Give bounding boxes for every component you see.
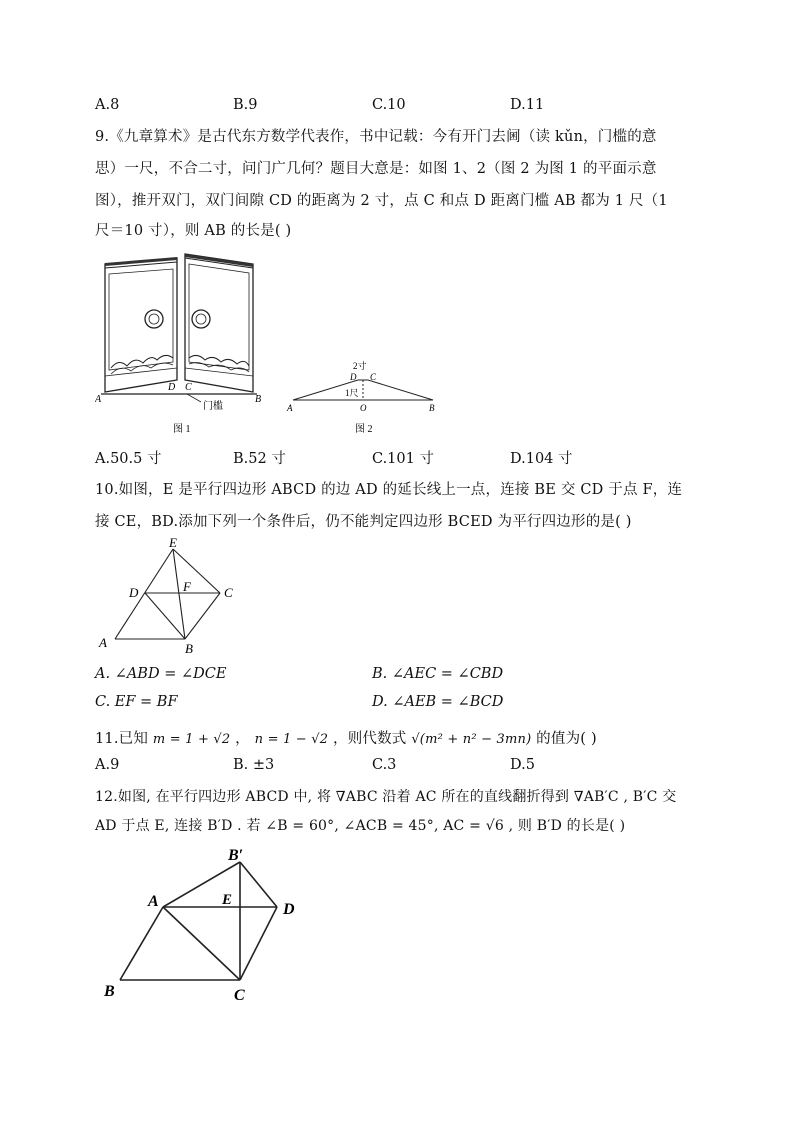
q8-option-a[interactable]: A.8: [95, 97, 120, 113]
q8-option-c[interactable]: C.10: [372, 97, 406, 113]
threshold-pointer: [187, 394, 201, 402]
fig2-label-o: O: [360, 403, 367, 413]
q11-stem-c: 的值为( ): [536, 731, 597, 747]
segment-ae: [115, 549, 173, 639]
segment-ab: [120, 907, 163, 980]
q12-stem-line-2: AD 于点 E, 连接 B′D . 若 ∠B = 60°, ∠ACB = 45°, AC = √6 , 则 B′D 的长是( ): [95, 818, 626, 834]
q8-option-b[interactable]: B.9: [233, 97, 258, 113]
q10-stem-line-1: 10.如图，E 是平行四边形 ABCD 的边 AD 的延长线上一点，连接 BE 交 CD 于点 F，连: [95, 482, 683, 498]
q12-label-e: E: [222, 892, 233, 908]
q9-stem-line-4: 尺＝10 寸），则 AB 的长是( ): [95, 223, 292, 239]
q12-parallelogram-fold-figure: [100, 842, 310, 1007]
q9-option-d[interactable]: D.104 寸: [510, 451, 573, 467]
q10-label-f: F: [183, 579, 191, 594]
q11-m-equation: m = 1 + √2: [152, 732, 231, 747]
segment-bc: [368, 380, 433, 400]
fig1-label-a: A: [95, 394, 102, 405]
q9-figure-1-door: [95, 250, 265, 440]
fig1-label-c: C: [185, 382, 192, 393]
q9-option-b[interactable]: B.52 寸: [233, 451, 286, 467]
q10-label-d: D: [129, 585, 139, 600]
q11-stem-a: 11.已知: [95, 731, 149, 747]
fig1-caption: 图 1: [173, 424, 191, 435]
q10-parallelogram-figure: [95, 535, 245, 657]
fig2-height-label: 1尺: [345, 388, 359, 398]
fig1-label-d: D: [168, 382, 176, 393]
q9-stem-line-3: 图），推开双门，双门间隙 CD 的距离为 2 寸，点 C 和点 D 距离门槛 AB 都为 1 尺（1: [95, 193, 668, 209]
q10-label-e: E: [169, 535, 177, 550]
q11-n-equation: n = 1 − √2: [254, 732, 329, 747]
q10-label-c: C: [224, 585, 233, 600]
q12-label-d: D: [283, 901, 295, 918]
q9-stem-line-2: 思）一尺，不合二寸，问门广几何？题目大意是：如图 1、2（图 2 为图 1 的平面示意: [95, 161, 657, 177]
q11-expression: √(m² + n² − 3mn): [411, 732, 532, 747]
q12-stem-line-1: 12.如图, 在平行四边形 ABCD 中, 将 ∇ABC 沿着 AC 所在的直线翻折得到 ∇AB′C , B′C 交: [95, 789, 677, 805]
q12-label-bprime: B′: [228, 847, 244, 864]
fig1-threshold-label: 门槛: [203, 401, 223, 412]
q10-option-a[interactable]: A. ∠ABD = ∠DCE: [95, 666, 227, 682]
fig2-label-b: B: [429, 403, 435, 413]
q12-label-b: B: [104, 983, 115, 1000]
q9-option-a[interactable]: A.50.5 寸: [95, 451, 162, 467]
q11-stem: [95, 727, 597, 748]
q10-option-b[interactable]: B. ∠AEC = ∠CBD: [372, 666, 504, 682]
fig2-label-a: A: [287, 403, 293, 413]
q11-stem-b: ，则代数式: [333, 731, 407, 747]
segment-cd: [240, 907, 277, 980]
q8-option-d[interactable]: D.11: [510, 97, 545, 113]
fig1-label-b: B: [255, 394, 262, 405]
q11-option-a[interactable]: A.9: [95, 757, 120, 773]
q9-figure-2-diagram: [283, 352, 443, 436]
q11-separator: ，: [235, 731, 250, 747]
segment-eb: [173, 549, 185, 639]
segment-bc: [185, 593, 220, 639]
q9-option-c[interactable]: C.101 寸: [372, 451, 434, 467]
q11-option-d[interactable]: D.5: [510, 757, 535, 773]
fig2-caption: 图 2: [355, 424, 373, 435]
q10-option-d[interactable]: D. ∠AEB = ∠BCD: [372, 694, 504, 710]
segment-db: [145, 593, 185, 639]
left-door-leaf: [105, 258, 177, 392]
q12-label-c: C: [234, 987, 245, 1004]
segment-ec: [173, 549, 220, 593]
right-door-leaf: [185, 254, 253, 392]
q10-stem-line-2: 接 CE，BD.添加下列一个条件后，仍不能判定四边形 BCED 为平行四边形的是( ): [95, 514, 632, 530]
q11-option-c[interactable]: C.3: [372, 757, 397, 773]
fig2-label-c: C: [370, 372, 377, 382]
q11-option-b[interactable]: B. ±3: [233, 757, 275, 773]
segment-ac: [163, 907, 240, 980]
q10-label-b: B: [185, 641, 193, 656]
segment-bprime-d: [240, 862, 277, 907]
q10-option-c[interactable]: C. EF = BF: [95, 694, 178, 710]
q12-label-a: A: [148, 893, 159, 910]
fig2-label-d: D: [350, 372, 357, 382]
q10-label-a: A: [99, 635, 107, 650]
q9-stem-line-1: 9.《九章算术》是古代东方数学代表作，书中记载：今有开门去阃（读 kǔn，门槛的意: [95, 129, 657, 145]
fig2-gap-label: 2寸: [353, 361, 367, 371]
